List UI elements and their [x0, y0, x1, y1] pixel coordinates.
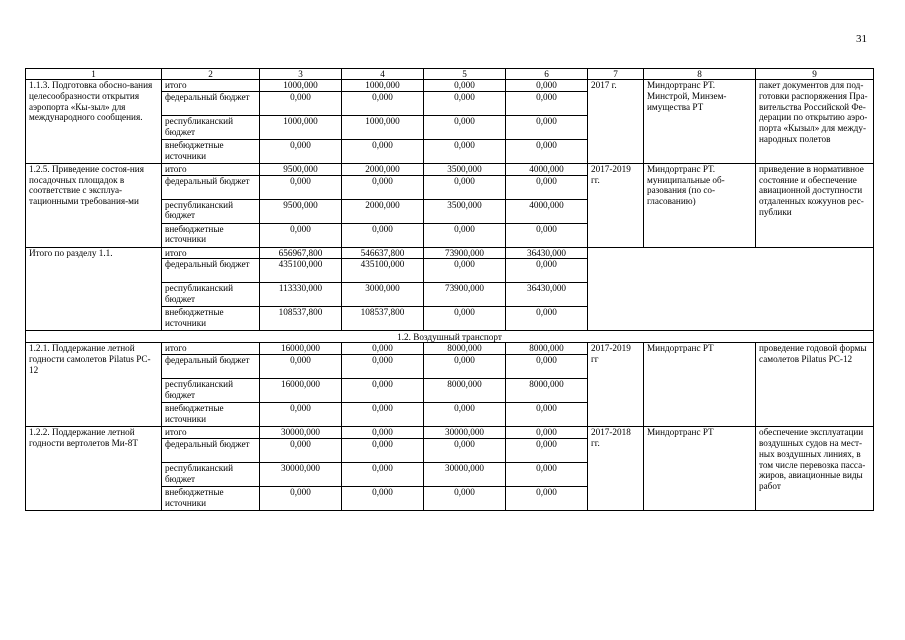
funding-source: республиканский бюджет — [162, 115, 260, 139]
funding-source: итого — [162, 427, 260, 439]
amount-2017: 0,000 — [342, 223, 424, 247]
amount-2017: 0,000 — [342, 438, 424, 462]
funding-source: итого — [162, 247, 260, 259]
header-cell: 8 — [644, 69, 756, 80]
funding-source: республиканский бюджет — [162, 379, 260, 403]
expected-result: пакет документов для под-готовки распоряжения Пра-вительства Российской Фе-дерации по открытию аэро-порта «Кызыл» для между-народных полетов — [756, 80, 874, 164]
amount-2019: 0,000 — [506, 403, 588, 427]
amount-2019: 0,000 — [506, 91, 588, 115]
amount-2019: 4000,000 — [506, 199, 588, 223]
amount-2018: 8000,000 — [424, 379, 506, 403]
amount-2019: 0,000 — [506, 438, 588, 462]
amount-2019: 36430,000 — [506, 283, 588, 307]
amount-total: 9500,000 — [260, 199, 342, 223]
amount-2019: 0,000 — [506, 139, 588, 163]
amount-2018: 0,000 — [424, 80, 506, 92]
amount-2017: 1000,000 — [342, 115, 424, 139]
amount-2018: 73900,000 — [424, 247, 506, 259]
amount-2019: 0,000 — [506, 259, 588, 283]
header-row — [26, 69, 874, 80]
amount-2019: 0,000 — [506, 355, 588, 379]
amount-2018: 0,000 — [424, 139, 506, 163]
executor: Миндортранс РТ. Минстрой, Минзем-имущества РТ — [644, 80, 756, 164]
amount-2019: 8000,000 — [506, 343, 588, 355]
funding-source: федеральный бюджет — [162, 259, 260, 283]
amount-2018: 0,000 — [424, 307, 506, 331]
amount-2019: 8000,000 — [506, 379, 588, 403]
blank-cell — [588, 247, 874, 331]
period: 2017-2018 гг. — [588, 427, 644, 511]
amount-total: 113330,000 — [260, 283, 342, 307]
amount-total: 0,000 — [260, 403, 342, 427]
amount-total: 0,000 — [260, 355, 342, 379]
amount-2019: 0,000 — [506, 462, 588, 486]
funding-source: внебюджетные источники — [162, 307, 260, 331]
amount-2018: 30000,000 — [424, 462, 506, 486]
amount-total: 1000,000 — [260, 80, 342, 92]
amount-total: 108537,800 — [260, 307, 342, 331]
amount-2018: 3500,000 — [424, 199, 506, 223]
page-number: 31 — [856, 33, 867, 45]
section-title: 1.2. Воздушный транспорт — [26, 331, 874, 343]
amount-2017: 0,000 — [342, 403, 424, 427]
executor: Миндортранс РТ — [644, 427, 756, 511]
amount-2018: 73900,000 — [424, 283, 506, 307]
expected-result: проведение годовой формы самолетов Pilatus PC-12 — [756, 343, 874, 427]
amount-2019: 4000,000 — [506, 163, 588, 175]
amount-2018: 0,000 — [424, 175, 506, 199]
amount-total: 30000,000 — [260, 427, 342, 439]
amount-2017: 0,000 — [342, 355, 424, 379]
funding-source: внебюджетные источники — [162, 223, 260, 247]
table-row — [26, 427, 874, 439]
amount-total: 0,000 — [260, 175, 342, 199]
amount-2019: 0,000 — [506, 115, 588, 139]
amount-2017: 0,000 — [342, 175, 424, 199]
amount-total: 16000,000 — [260, 343, 342, 355]
amount-2018: 0,000 — [424, 115, 506, 139]
amount-2019: 0,000 — [506, 80, 588, 92]
amount-2018: 0,000 — [424, 91, 506, 115]
amount-2017: 108537,800 — [342, 307, 424, 331]
amount-total: 435100,000 — [260, 259, 342, 283]
amount-2019: 0,000 — [506, 175, 588, 199]
table-row — [26, 80, 874, 92]
amount-2017: 1000,000 — [342, 80, 424, 92]
funding-source: итого — [162, 343, 260, 355]
amount-2018: 0,000 — [424, 403, 506, 427]
amount-2017: 0,000 — [342, 91, 424, 115]
amount-total: 0,000 — [260, 486, 342, 510]
measure-name: 1.2.5. Приведение состоя-ния посадочных площадок в соответствие с эксплуа-тационными требования-ми — [26, 163, 162, 247]
funding-source: итого — [162, 80, 260, 92]
amount-2019: 36430,000 — [506, 247, 588, 259]
amount-2017: 435100,000 — [342, 259, 424, 283]
header-cell: 1 — [26, 69, 162, 80]
amount-2018: 0,000 — [424, 259, 506, 283]
funding-source: внебюджетные источники — [162, 486, 260, 510]
amount-total: 0,000 — [260, 223, 342, 247]
header-cell: 9 — [756, 69, 874, 80]
table-row — [26, 343, 874, 355]
section-row — [26, 331, 874, 343]
amount-2017: 0,000 — [342, 427, 424, 439]
measure-name: 1.2.2. Поддержание летной годности вертолетов Ми-8Т — [26, 427, 162, 511]
period: 2017 г. — [588, 80, 644, 164]
measure-name: 1.1.3. Подготовка обосно-вания целесообразности открытия аэропорта «Кы-зыл» для международного сообщения. — [26, 80, 162, 164]
amount-2019: 0,000 — [506, 307, 588, 331]
amount-2019: 0,000 — [506, 486, 588, 510]
header-cell: 6 — [506, 69, 588, 80]
funding-source: федеральный бюджет — [162, 91, 260, 115]
amount-total: 30000,000 — [260, 462, 342, 486]
table-row — [26, 247, 874, 259]
amount-2018: 0,000 — [424, 438, 506, 462]
measure-name: 1.2.1. Поддержание летной годности самолетов Pilatus PC-12 — [26, 343, 162, 427]
funding-source: федеральный бюджет — [162, 438, 260, 462]
amount-2018: 0,000 — [424, 355, 506, 379]
amount-total: 1000,000 — [260, 115, 342, 139]
header-cell: 3 — [260, 69, 342, 80]
funding-source: внебюджетные источники — [162, 139, 260, 163]
amount-2017: 0,000 — [342, 462, 424, 486]
amount-2018: 8000,000 — [424, 343, 506, 355]
amount-2019: 0,000 — [506, 223, 588, 247]
period: 2017-2019 гг. — [588, 163, 644, 247]
amount-total: 16000,000 — [260, 379, 342, 403]
amount-total: 0,000 — [260, 91, 342, 115]
amount-2017: 546637,800 — [342, 247, 424, 259]
amount-2017: 2000,000 — [342, 163, 424, 175]
funding-source: внебюджетные источники — [162, 403, 260, 427]
measure-name: Итого по разделу 1.1. — [26, 247, 162, 331]
amount-2017: 0,000 — [342, 486, 424, 510]
table-row — [26, 163, 874, 175]
program-table — [25, 68, 874, 511]
amount-2018: 0,000 — [424, 486, 506, 510]
amount-2017: 3000,000 — [342, 283, 424, 307]
amount-2017: 0,000 — [342, 139, 424, 163]
header-cell: 4 — [342, 69, 424, 80]
amount-2018: 30000,000 — [424, 427, 506, 439]
header-cell: 7 — [588, 69, 644, 80]
period: 2017-2019 гг — [588, 343, 644, 427]
amount-total: 0,000 — [260, 139, 342, 163]
amount-total: 0,000 — [260, 438, 342, 462]
amount-2017: 0,000 — [342, 343, 424, 355]
amount-2018: 0,000 — [424, 223, 506, 247]
amount-2019: 0,000 — [506, 427, 588, 439]
executor: Миндортранс РТ. муниципальные об-разования (по со-гласованию) — [644, 163, 756, 247]
amount-total: 656967,800 — [260, 247, 342, 259]
funding-source: республиканский бюджет — [162, 283, 260, 307]
amount-2017: 2000,000 — [342, 199, 424, 223]
expected-result: приведение в нормативное состояние и обеспечение авиационной доступности отдаленных кожуунов рес-публики — [756, 163, 874, 247]
header-cell: 5 — [424, 69, 506, 80]
amount-total: 9500,000 — [260, 163, 342, 175]
funding-source: республиканский бюджет — [162, 462, 260, 486]
funding-source: республиканский бюджет — [162, 199, 260, 223]
amount-2018: 3500,000 — [424, 163, 506, 175]
funding-source: итого — [162, 163, 260, 175]
amount-2017: 0,000 — [342, 379, 424, 403]
funding-source: федеральный бюджет — [162, 355, 260, 379]
header-cell: 2 — [162, 69, 260, 80]
executor: Миндортранс РТ — [644, 343, 756, 427]
funding-source: федеральный бюджет — [162, 175, 260, 199]
expected-result: обеспечение эксплуатации воздушных судов на мест-ных воздушных линиях, в том числе перевозка пасса-жиров, авиационные виды работ — [756, 427, 874, 511]
